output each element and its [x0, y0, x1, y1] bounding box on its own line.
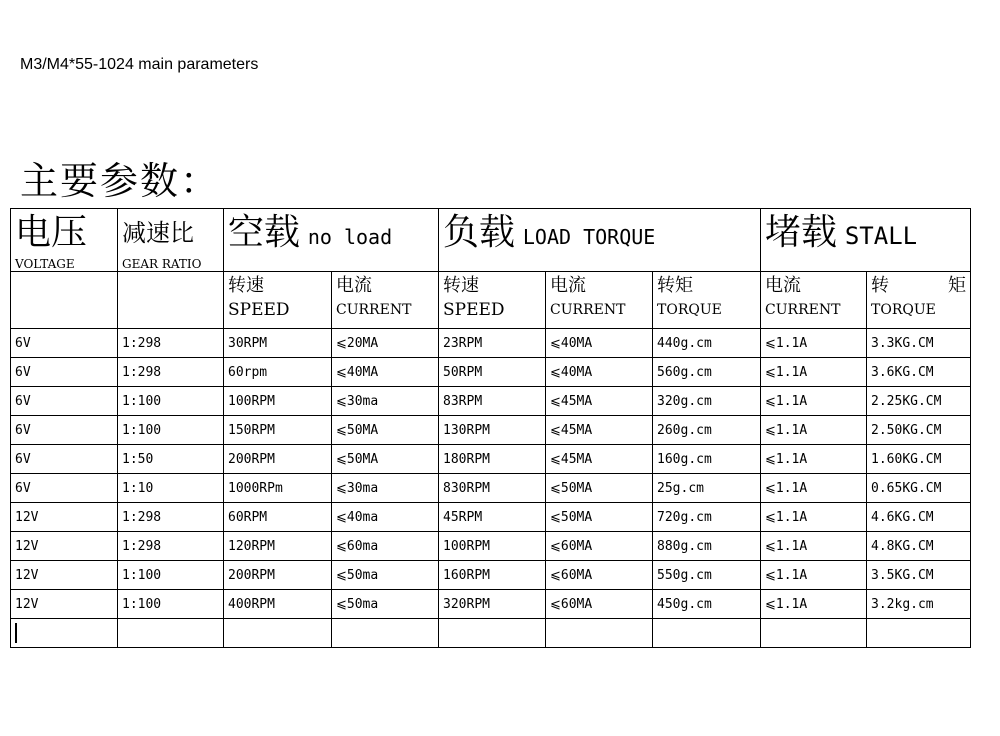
- cell-nl-speed: 200RPM: [224, 561, 332, 590]
- cell-gear-ratio: 1:298: [118, 358, 224, 387]
- header-voltage-cont: [11, 272, 118, 329]
- cell-nl-speed: 60rpm: [224, 358, 332, 387]
- cell-st-torque: 4.8KG.CM: [867, 532, 971, 561]
- sub-ld-current: 电流 CURRENT: [546, 272, 653, 329]
- cell-ld-current: ⩽60MA: [546, 590, 653, 619]
- cell-ld-torque: 25g.cm: [653, 474, 761, 503]
- sub-nl-current: 电流 CURRENT: [332, 272, 439, 329]
- cell-nl-speed: 60RPM: [224, 503, 332, 532]
- cell-nl-speed: 100RPM: [224, 387, 332, 416]
- cell-ld-torque: 720g.cm: [653, 503, 761, 532]
- cell-voltage: 6V: [11, 445, 118, 474]
- cell-ld-current: ⩽50MA: [546, 503, 653, 532]
- cell-gear-ratio: 1:298: [118, 503, 224, 532]
- cell-ld-torque: 160g.cm: [653, 445, 761, 474]
- text-cursor: [15, 623, 17, 643]
- cell-empty[interactable]: [761, 619, 867, 648]
- sub-ld-torque: 转矩 TORQUE: [653, 272, 761, 329]
- stall-cn: 堵载: [765, 212, 838, 253]
- cell-nl-current: ⩽50ma: [332, 561, 439, 590]
- cell-ld-torque: 550g.cm: [653, 561, 761, 590]
- cell-st-torque: 2.50KG.CM: [867, 416, 971, 445]
- cell-voltage: 12V: [11, 532, 118, 561]
- gear-cn: 减速比: [122, 219, 194, 247]
- cell-ld-speed: 83RPM: [439, 387, 546, 416]
- sub-st-current: 电流 CURRENT: [761, 272, 867, 329]
- table-row: [11, 387, 971, 416]
- cell-voltage: 12V: [11, 590, 118, 619]
- cell-ld-torque: 880g.cm: [653, 532, 761, 561]
- stall-en: STALL: [844, 222, 918, 250]
- sub-nl-speed: 转速 SPEED: [224, 272, 332, 329]
- cell-ld-speed: 100RPM: [439, 532, 546, 561]
- cell-empty[interactable]: [439, 619, 546, 648]
- cell-voltage: 6V: [11, 474, 118, 503]
- cell-ld-speed: 50RPM: [439, 358, 546, 387]
- cell-empty[interactable]: [118, 619, 224, 648]
- cell-nl-speed: 120RPM: [224, 532, 332, 561]
- cell-nl-current: ⩽40MA: [332, 358, 439, 387]
- cell-gear-ratio: 1:100: [118, 590, 224, 619]
- header-stall: [761, 209, 971, 272]
- table-row: [11, 590, 971, 619]
- cell-st-current: ⩽1.1A: [761, 590, 867, 619]
- cell-ld-torque: 440g.cm: [653, 329, 761, 358]
- cell-st-current: ⩽1.1A: [761, 329, 867, 358]
- section-heading: 主要参数：: [20, 159, 221, 203]
- cell-nl-speed: 400RPM: [224, 590, 332, 619]
- table-row: [11, 416, 971, 445]
- cell-ld-speed: 45RPM: [439, 503, 546, 532]
- cell-gear-ratio: 1:50: [118, 445, 224, 474]
- cell-nl-speed: 200RPM: [224, 445, 332, 474]
- header-row-subcolumns: [11, 272, 971, 329]
- table-row: [11, 503, 971, 532]
- cell-ld-speed: 320RPM: [439, 590, 546, 619]
- cell-gear-ratio: 1:298: [118, 329, 224, 358]
- cell-ld-speed: 23RPM: [439, 329, 546, 358]
- cell-voltage: 6V: [11, 416, 118, 445]
- cell-gear-ratio: 1:100: [118, 561, 224, 590]
- header-voltage: [11, 209, 118, 272]
- cell-st-current: ⩽1.1A: [761, 358, 867, 387]
- cell-empty[interactable]: [11, 619, 118, 648]
- cell-nl-current: ⩽50ma: [332, 590, 439, 619]
- header-gear-cont: [118, 272, 224, 329]
- table-row: [11, 358, 971, 387]
- cell-empty[interactable]: [332, 619, 439, 648]
- cell-ld-speed: 130RPM: [439, 416, 546, 445]
- cell-nl-current: ⩽30ma: [332, 387, 439, 416]
- parameters-table: [10, 208, 971, 648]
- cell-st-torque: 3.5KG.CM: [867, 561, 971, 590]
- table-row: [11, 445, 971, 474]
- cell-ld-torque: 560g.cm: [653, 358, 761, 387]
- cell-st-current: ⩽1.1A: [761, 532, 867, 561]
- table-row: [11, 561, 971, 590]
- table-row-empty[interactable]: [11, 619, 971, 648]
- cell-ld-current: ⩽40MA: [546, 358, 653, 387]
- voltage-cn: 电压: [15, 212, 88, 253]
- cell-voltage: 12V: [11, 503, 118, 532]
- cell-ld-current: ⩽60MA: [546, 561, 653, 590]
- cell-st-current: ⩽1.1A: [761, 561, 867, 590]
- gear-en: GEAR RATIO: [122, 257, 202, 271]
- cell-st-torque: 4.6KG.CM: [867, 503, 971, 532]
- cell-nl-speed: 1000RPm: [224, 474, 332, 503]
- cell-st-current: ⩽1.1A: [761, 474, 867, 503]
- header-no-load: [224, 209, 439, 272]
- cell-ld-torque: 450g.cm: [653, 590, 761, 619]
- cell-st-current: ⩽1.1A: [761, 416, 867, 445]
- cell-voltage: 6V: [11, 329, 118, 358]
- cell-gear-ratio: 1:100: [118, 387, 224, 416]
- cell-empty[interactable]: [224, 619, 332, 648]
- cell-voltage: 12V: [11, 561, 118, 590]
- cell-empty[interactable]: [867, 619, 971, 648]
- cell-voltage: 6V: [11, 387, 118, 416]
- table-row: [11, 329, 971, 358]
- cell-ld-speed: 830RPM: [439, 474, 546, 503]
- cell-nl-current: ⩽20MA: [332, 329, 439, 358]
- table-row: [11, 532, 971, 561]
- cell-nl-current: ⩽30ma: [332, 474, 439, 503]
- cell-ld-current: ⩽45MA: [546, 445, 653, 474]
- voltage-en: VOLTAGE: [15, 257, 75, 271]
- cell-ld-torque: 260g.cm: [653, 416, 761, 445]
- cell-empty[interactable]: [546, 619, 653, 648]
- noload-cn: 空载: [228, 212, 301, 253]
- cell-ld-speed: 160RPM: [439, 561, 546, 590]
- header-row-groups: [11, 209, 971, 272]
- cell-nl-current: ⩽40ma: [332, 503, 439, 532]
- cell-gear-ratio: 1:298: [118, 532, 224, 561]
- cell-ld-current: ⩽45MA: [546, 387, 653, 416]
- cell-ld-current: ⩽40MA: [546, 329, 653, 358]
- noload-en: no load: [307, 225, 393, 249]
- header-gear-ratio: [118, 209, 224, 272]
- sub-st-torque: 转 矩 TORQUE: [867, 272, 971, 329]
- cell-st-torque: 3.2kg.cm: [867, 590, 971, 619]
- cell-voltage: 6V: [11, 358, 118, 387]
- cell-ld-current: ⩽45MA: [546, 416, 653, 445]
- cell-ld-speed: 180RPM: [439, 445, 546, 474]
- cell-gear-ratio: 1:10: [118, 474, 224, 503]
- cell-st-torque: 3.6KG.CM: [867, 358, 971, 387]
- cell-empty[interactable]: [653, 619, 761, 648]
- cell-nl-speed: 30RPM: [224, 329, 332, 358]
- cell-nl-current: ⩽50MA: [332, 416, 439, 445]
- cell-gear-ratio: 1:100: [118, 416, 224, 445]
- document-title: M3/M4*55-1024 main parameters: [20, 56, 259, 73]
- load-en: LOAD TORQUE: [522, 225, 656, 249]
- table-row: [11, 474, 971, 503]
- cell-nl-speed: 150RPM: [224, 416, 332, 445]
- cell-ld-current: ⩽50MA: [546, 474, 653, 503]
- sub-ld-speed: 转速 SPEED: [439, 272, 546, 329]
- cell-st-current: ⩽1.1A: [761, 503, 867, 532]
- header-load-torque: [439, 209, 761, 272]
- cell-st-current: ⩽1.1A: [761, 445, 867, 474]
- cell-ld-current: ⩽60MA: [546, 532, 653, 561]
- cell-st-torque: 0.65KG.CM: [867, 474, 971, 503]
- cell-st-torque: 3.3KG.CM: [867, 329, 971, 358]
- cell-ld-torque: 320g.cm: [653, 387, 761, 416]
- load-cn: 负载: [443, 212, 516, 253]
- cell-st-torque: 2.25KG.CM: [867, 387, 971, 416]
- cell-nl-current: ⩽50MA: [332, 445, 439, 474]
- cell-st-current: ⩽1.1A: [761, 387, 867, 416]
- cell-nl-current: ⩽60ma: [332, 532, 439, 561]
- cell-st-torque: 1.60KG.CM: [867, 445, 971, 474]
